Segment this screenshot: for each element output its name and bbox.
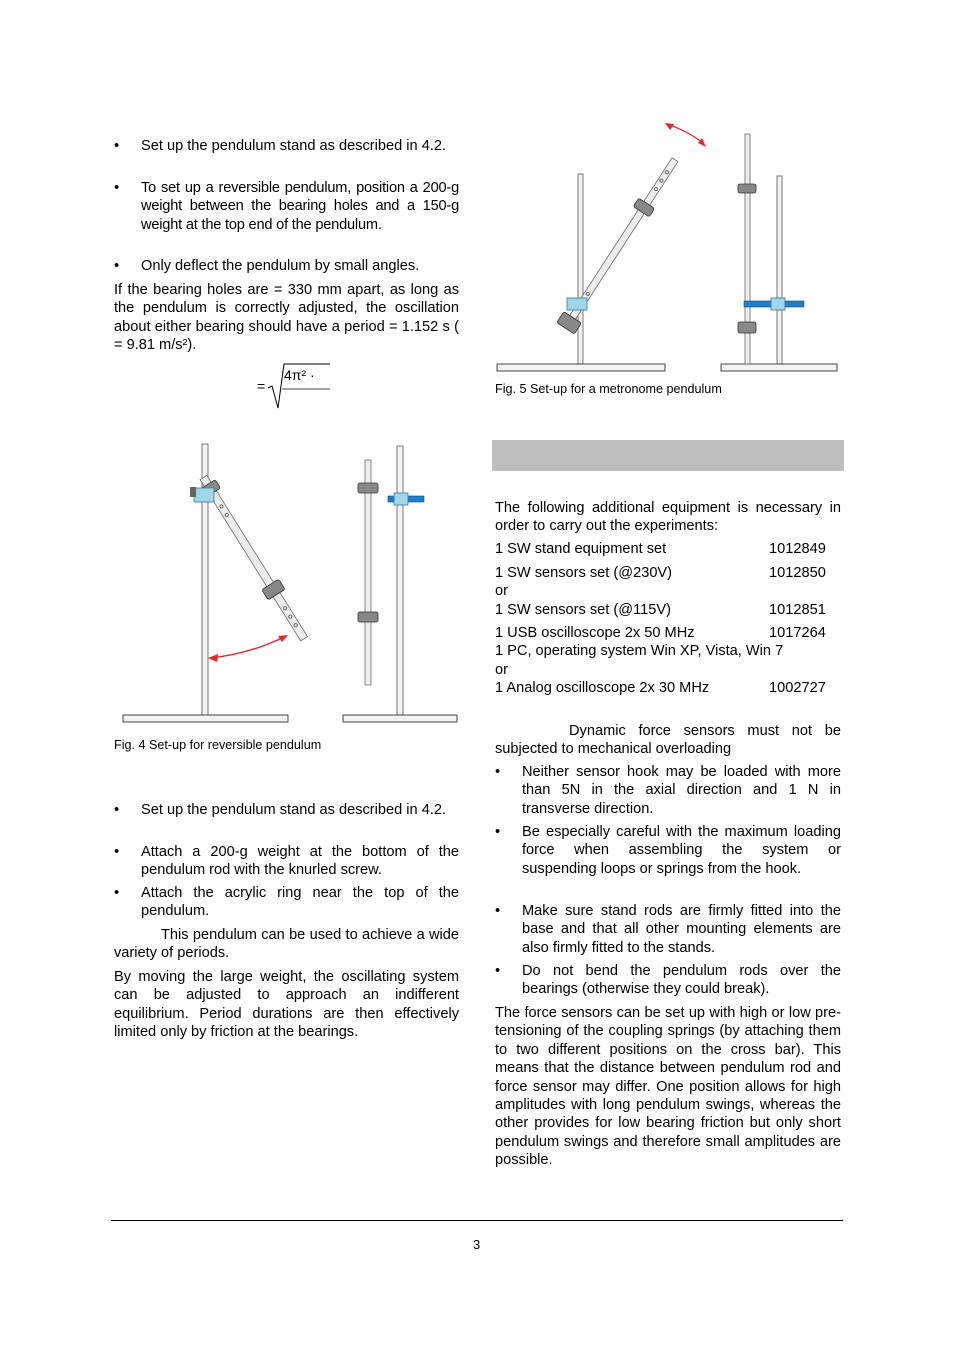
list-item: • Only deflect the pendulum by small angles. bbox=[114, 258, 420, 274]
section-heading-bar bbox=[492, 440, 844, 471]
paragraph: By moving the large weight, the oscillating system can be adjusted to approach an indifferent equilibrium. Period durations are then effectively limited only by friction at the bearings. bbox=[114, 969, 459, 1041]
list-item: • Make sure stand rods are firmly fitted into the base and that all other mounting elements are also firmly fitted to the stands. bbox=[495, 903, 841, 956]
figure-5-metronome-pendulum bbox=[495, 118, 845, 378]
list-item: • Set up the pendulum stand as described in 4.2. bbox=[114, 138, 447, 154]
bullet-icon: • bbox=[495, 963, 501, 979]
figure-5-caption: Fig. 5 Set-up for a metronome pendulum bbox=[495, 382, 722, 396]
paragraph: The force sensors can be set up with high or low pre-tensioning of the coupling springs (by attaching them to two different positions on the cross bar). This means that the distance between pendulum rod and force sensor may differ. One position allows for high amplitudes with long pendulum swings, whereas the other provides for low bearing friction but only short pendulum swings and therefore small amplitudes are possible. bbox=[495, 1005, 841, 1169]
list-item: or bbox=[495, 583, 508, 599]
list-item: or bbox=[495, 662, 508, 678]
list-item: • Attach the acrylic ring near the top of the pendulum. bbox=[114, 885, 459, 920]
bullet-icon: • bbox=[114, 180, 119, 196]
bullet-icon: • bbox=[114, 844, 120, 860]
paragraph: The following additional equipment is necessary in order to carry out the experiments: bbox=[495, 500, 841, 535]
page-number: 3 bbox=[473, 1237, 481, 1252]
list-item: 1 SW sensors set (@230V) 1012850 bbox=[495, 565, 826, 581]
bullet-icon: • bbox=[495, 824, 501, 840]
list-item: • Attach a 200-g weight at the bottom of the pendulum rod with the knurled screw. bbox=[114, 844, 459, 879]
bullet-icon: • bbox=[495, 903, 501, 919]
list-item: • Set up the pendulum stand as described in 4.2. bbox=[114, 802, 447, 818]
list-item: 1 PC, operating system Win XP, Vista, Win 7 bbox=[495, 643, 784, 659]
formula-equals: = bbox=[257, 378, 266, 394]
bullet-icon: • bbox=[114, 802, 120, 818]
bullet-icon: • bbox=[495, 764, 501, 780]
figure-4-caption: Fig. 4 Set-up for reversible pendulum bbox=[114, 738, 322, 752]
formula-numerator: 4π² · bbox=[284, 367, 315, 383]
bullet-icon: • bbox=[114, 258, 120, 274]
list-item: • Neither sensor hook may be loaded with more than 5N in the axial direction and 1 N in transverse direction. bbox=[495, 764, 841, 817]
list-item: 1 Analog oscilloscope 2x 30 MHz 1002727 bbox=[495, 680, 826, 696]
list-item: • Do not bend the pendulum rods over the bearings (otherwise they could break). bbox=[495, 963, 841, 998]
bullet-icon: • bbox=[114, 138, 120, 154]
figure-4-reversible-pendulum bbox=[110, 440, 470, 730]
list-item: 1 USB oscilloscope 2x 50 MHz 1017264 bbox=[495, 625, 826, 641]
list-item: • To set up a reversible pendulum, position a 200-g weight between the bearing holes and a 150-g weight at the top end of the pendulum. bbox=[114, 180, 459, 233]
paragraph: If the bearing holes are = 330 mm apart, as long as the pendulum is correctly adjusted, the oscillation about either bearing should have a period = 1.152 s ( = 9.81 m/s²). bbox=[114, 282, 459, 354]
warning-paragraph: Dynamic force sensors must not be subjected to mechanical overloading bbox=[495, 723, 841, 758]
paragraph: This pendulum can be used to achieve a wide variety of periods. bbox=[114, 927, 459, 962]
list-item: 1 SW sensors set (@115V) 1012851 bbox=[495, 602, 826, 618]
footer-rule bbox=[111, 1220, 843, 1221]
list-item: 1 SW stand equipment set 1012849 bbox=[495, 541, 826, 557]
bullet-icon: • bbox=[114, 885, 120, 901]
list-item: • Be especially careful with the maximum loading force when assembling the system or suspending loops or springs from the hook. bbox=[495, 824, 841, 877]
